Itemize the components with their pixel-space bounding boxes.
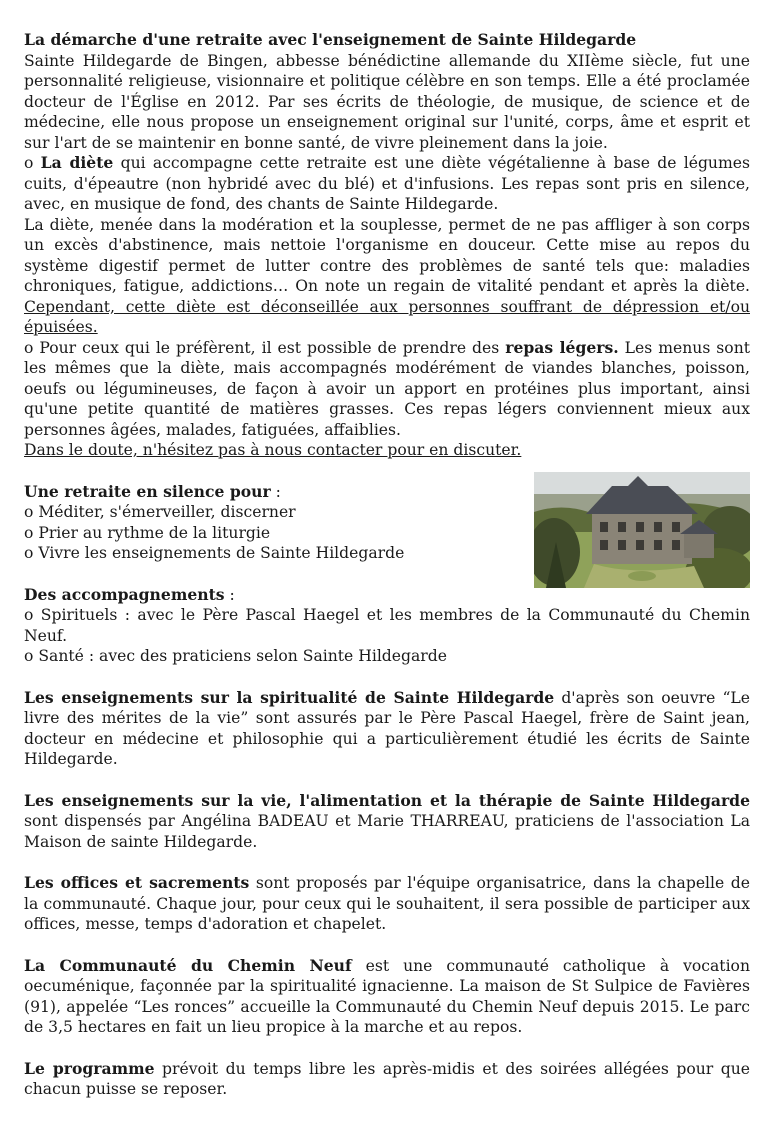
spacer [24, 667, 750, 688]
spacer [24, 935, 750, 956]
spacer [24, 852, 750, 873]
list-item: o Santé : avec des praticiens selon Sainte Hildegarde [24, 647, 447, 665]
spacer [24, 1038, 750, 1059]
list-item: o Prier au rythme de la liturgie [24, 523, 271, 542]
diete-warning: Cependant, cette diète est déconseillée aux personnes souffrant de dépression et/ou épuisées. [24, 297, 750, 336]
intro-paragraph: Sainte Hildegarde de Bingen, abbesse bénédictine allemande du XIIème siècle, fut une personnalité religieuse, visionnaire et politique célèbre en son temps. Elle a été proclamée docteur de l'Église en 2012. Par ses écrits de théologie, de musique, de science et de médecine, elle nous propose un enseignement original sur l'unité, corps, âme et esprit et sur l'art de se maintenir en bonne santé, de vivre pleinement dans la joie. [24, 51, 750, 152]
diete-details-text: La diète, menée dans la modération et la souplesse, permet de ne pas affliger à son corps un excès d'abstinence, mais nettoie l'organisme en douceur. Cette mise au repos du système digestif permet de lutter contre des problèmes de santé tels que: maladies chroniques, fatigue, addictions… On note un regain de vitalité pendant et après la diète. [24, 215, 750, 295]
contact-line: Dans le doute, n'hésitez pas à nous contacter pour en discuter. [24, 441, 522, 459]
accompagnements-heading: Des accompagnements : [24, 584, 235, 604]
diete-paragraph [24, 153, 750, 215]
silence-text [24, 482, 524, 564]
offices-paragraph: Les offices et sacrements sont proposés par l'équipe organisatrice, dans la chapelle de la communauté. Chaque jour, pour ceux qui le souhaitent, il sera possible de participer aux offices, messe, temps d'adoration et chapelet. [24, 873, 750, 933]
silence-heading: Une retraite en silence pour : [24, 481, 281, 501]
diete-bold: La diète [40, 153, 114, 172]
diete-text: qui accompagne cette retraite est une diète végétalienne à base de légumes cuits, d'épeautre (non hybridé avec du blé) et d'infusions. Les repas sont pris en silence, avec, en musique de fond, des chants de Sainte Hildegarde. [24, 154, 750, 213]
diete-details-paragraph [24, 215, 750, 338]
communaute-paragraph: La Communauté du Chemin Neuf est une communauté catholique à vocation oecuménique, façonnée par la spiritualité ignacienne. La maison de St Sulpice de Favières (91), appelée “Les ronces” accueille la Communauté du Chemin Neuf depuis 2015. Le parc de 3,5 hectares en fait un lieu propice à la marche et au repos. [24, 955, 750, 1036]
silence-section [24, 482, 750, 564]
list-item: o Vivre les enseignements de Sainte Hildegarde [24, 544, 405, 562]
repas-bold: repas légers. [505, 337, 619, 357]
document-page [24, 30, 750, 1100]
list-item: o Spirituels : avec le Père Pascal Haegel et les membres de la Communauté du Chemin Neuf. [24, 606, 750, 645]
repas-prefix: o Pour ceux qui le préfèrent, il est possible de prendre des [24, 338, 506, 357]
programme-paragraph: Le programme prévoit du temps libre les après-midis et des soirées allégées pour que chacun puisse se reposer. [24, 1058, 750, 1098]
repas-text: Les menus sont les mêmes que la diète, mais accompagnés modérément de viandes blanches, poisson, oeufs ou légumineuses, de façon à avoir un apport en protéines plus important, ainsi qu'une petite quantité de matières grasses. Ces repas légers conviennent mieux aux personnes âgées, malades, fatiguées, affaiblies. [24, 338, 750, 439]
chateau-photo [534, 472, 750, 588]
list-item: o Méditer, s'émerveiller, discerner [24, 503, 296, 521]
therapie-paragraph: Les enseignements sur la vie, l'alimentation et la thérapie de Sainte Hildegarde sont dispensés par Angélina BADEAU et Marie THARREAU, praticiens de l'association La Maison de sainte Hildegarde. [24, 790, 750, 851]
diete-bullet: o [24, 154, 41, 172]
repas-paragraph [24, 338, 750, 441]
spiritualite-paragraph: Les enseignements sur la spiritualité de Sainte Hildegarde d'après son oeuvre “Le livre des mérites de la vie” sont assurés par le Père Pascal Haegel, frère de Saint jean, docteur en médecine et philosophie qui a particulièrement étudié les écrits de Sainte Hildegarde. [24, 687, 750, 768]
spacer [24, 770, 750, 791]
intro-title: La démarche d'une retraite avec l'enseignement de Sainte Hildegarde [24, 30, 637, 49]
